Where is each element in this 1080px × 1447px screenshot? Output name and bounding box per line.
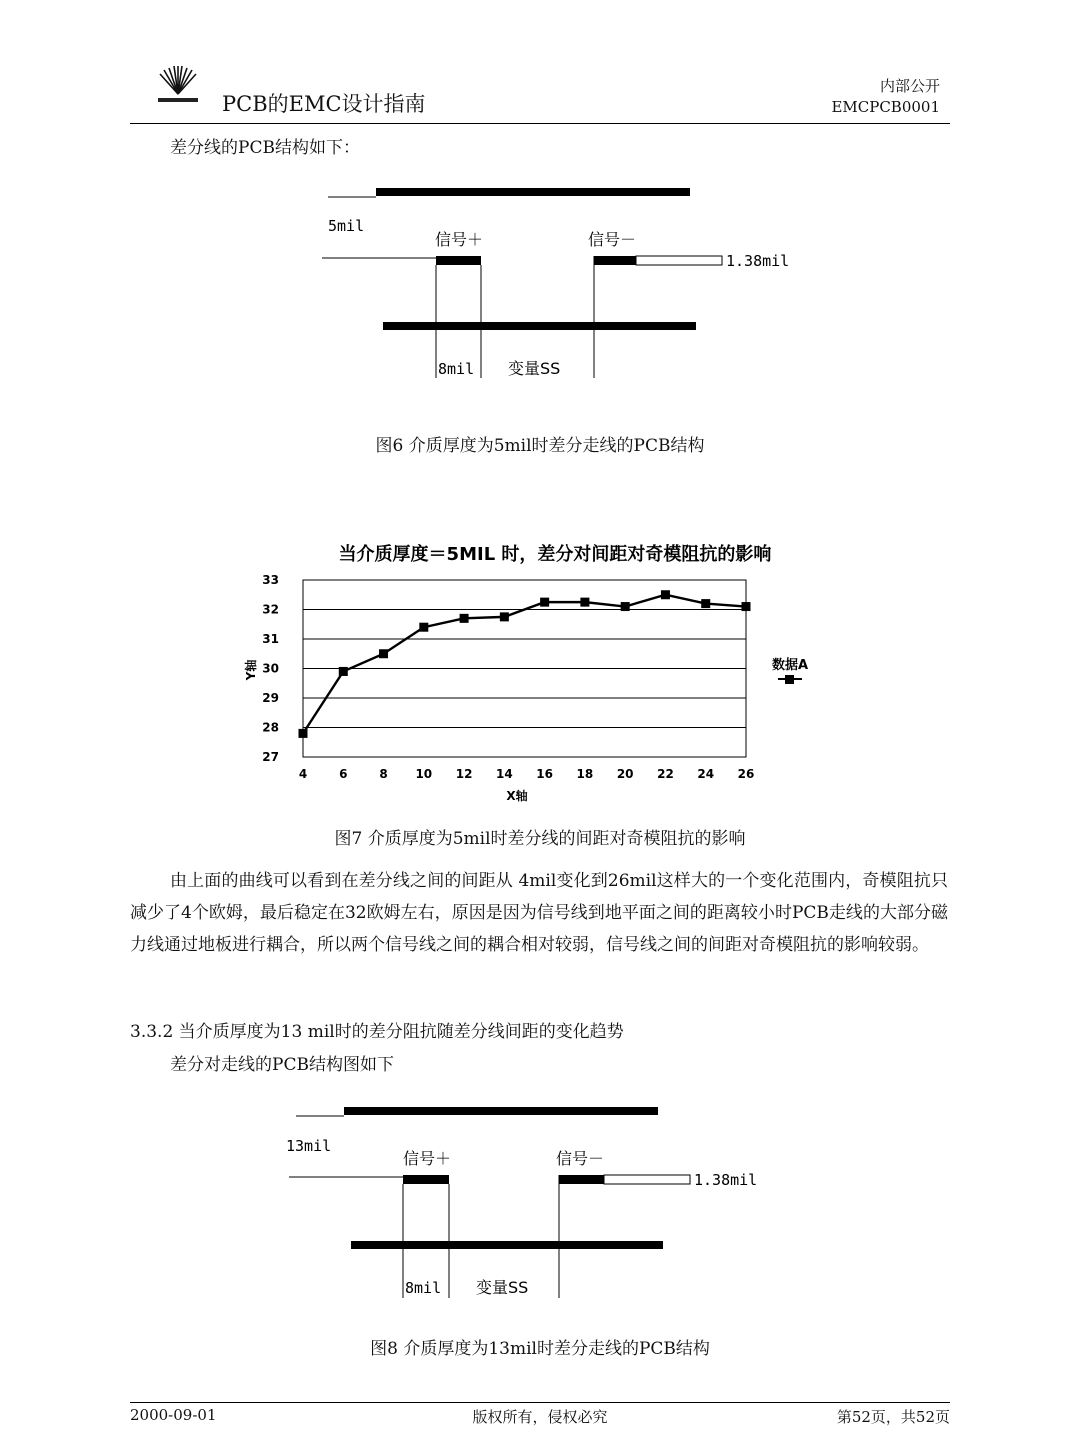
trace-dimension-box (636, 256, 722, 265)
data-point (419, 623, 428, 632)
data-point (299, 729, 308, 738)
signal-plus-label: 信号＋ (403, 1149, 452, 1168)
data-point (661, 590, 670, 599)
x-tick-label: 16 (536, 767, 553, 781)
bottom-plane (383, 322, 696, 330)
signal-minus-label: 信号－ (588, 230, 637, 249)
y-tick-label: 30 (262, 661, 279, 676)
x-tick-label: 12 (455, 767, 473, 781)
data-point (500, 612, 509, 621)
data-point (339, 667, 348, 676)
y-tick-label: 33 (262, 573, 279, 587)
trace-label: 1.38mil (726, 252, 790, 270)
trace-label: 1.38mil (694, 1171, 758, 1189)
header-classification: 内部公开 (879, 77, 940, 95)
trace-minus (559, 1175, 604, 1184)
pcb-diagram-fig6 (0, 175, 1080, 385)
x-tick-label: 8 (379, 767, 388, 781)
header-title: PCB的EMC设计指南 (222, 92, 426, 116)
footer-page: 第52页，共52页 (836, 1408, 950, 1426)
y-axis-label: Y轴 (244, 659, 258, 681)
y-tick-label: 28 (262, 720, 279, 735)
x-tick-label: 18 (576, 767, 594, 781)
y-tick-label: 31 (262, 632, 279, 646)
figure6-caption: 图6 介质厚度为5mil时差分走线的PCB结构 (375, 436, 705, 456)
legend-label: 数据A (771, 658, 809, 673)
section2-heading: 3.3.2 当介质厚度为13 mil时的差分阻抗随差分线间距的变化趋势 (130, 1022, 624, 1042)
x-tick-label: 22 (657, 767, 674, 781)
body-paragraph: 由上面的曲线可以看到在差分线之间的间距从 4mil变化到26mil这样大的一个变化范围内，奇模阻抗只减少了4个欧姆，最后稳定在32欧姆左右，原因是因为信号线到地平面之间的距离较小时PCB走线的大部分磁力线通过地板进行耦合，所以两个信号线之间的耦合相对较弱，信号线之间的间距对奇模阻抗的影响较弱。 (130, 871, 948, 955)
thickness-label: 13mil (286, 1137, 332, 1155)
company-logo (150, 64, 206, 110)
series-line (303, 595, 746, 734)
x-tick-label: 24 (697, 767, 715, 781)
bottom-plane (351, 1241, 663, 1249)
header-rule (130, 123, 950, 124)
header-meta (831, 76, 940, 118)
trace-plus (436, 256, 481, 265)
footer-copyright: 版权所有，侵权必究 (472, 1408, 608, 1426)
y-tick-label: 32 (262, 602, 279, 617)
x-tick-label: 10 (415, 767, 433, 781)
spacing-label: 变量SS (508, 359, 561, 378)
trace-dimension-box (604, 1175, 690, 1184)
section2-intro: 差分对走线的PCB结构图如下 (170, 1055, 394, 1075)
footer-date: 2000-09-01 (130, 1406, 217, 1424)
top-plane (344, 1107, 658, 1115)
data-point (742, 602, 751, 611)
y-tick-label: 29 (262, 691, 279, 705)
data-point (580, 598, 589, 607)
data-point (460, 614, 469, 623)
header-doc-code: EMCPCB0001 (831, 98, 940, 116)
width-label: 8mil (405, 1279, 442, 1297)
legend-marker (785, 675, 794, 684)
data-point (621, 602, 630, 611)
impedance-chart (0, 530, 1080, 810)
trace-minus (594, 256, 636, 265)
trace-plus (403, 1175, 449, 1184)
spacing-label: 变量SS (476, 1278, 529, 1297)
figure7-caption: 图7 介质厚度为5mil时差分线的间距对奇模阻抗的影响 (334, 829, 746, 849)
width-label: 8mil (438, 360, 475, 378)
x-axis-label: X轴 (506, 789, 528, 803)
x-tick-label: 4 (298, 767, 308, 781)
data-point (540, 598, 549, 607)
footer-rule (130, 1402, 950, 1403)
x-tick-label: 6 (339, 767, 348, 781)
pcb-diagram-fig8 (0, 1095, 1080, 1305)
x-tick-label: 14 (496, 767, 513, 781)
data-point (701, 599, 710, 608)
data-point (379, 649, 388, 658)
signal-minus-label: 信号－ (556, 1149, 605, 1168)
x-tick-label: 20 (616, 767, 634, 781)
x-tick-label: 26 (737, 767, 755, 781)
thickness-label: 5mil (328, 217, 365, 235)
signal-plus-label: 信号＋ (435, 230, 484, 249)
top-plane (376, 188, 690, 196)
section1-intro: 差分线的PCB结构如下： (170, 138, 360, 158)
chart-title: 当介质厚度＝5MIL 时，差分对间距对奇模阻抗的影响 (338, 544, 772, 565)
y-tick-label: 27 (262, 750, 279, 764)
figure8-caption: 图8 介质厚度为13mil时差分走线的PCB结构 (370, 1339, 710, 1359)
